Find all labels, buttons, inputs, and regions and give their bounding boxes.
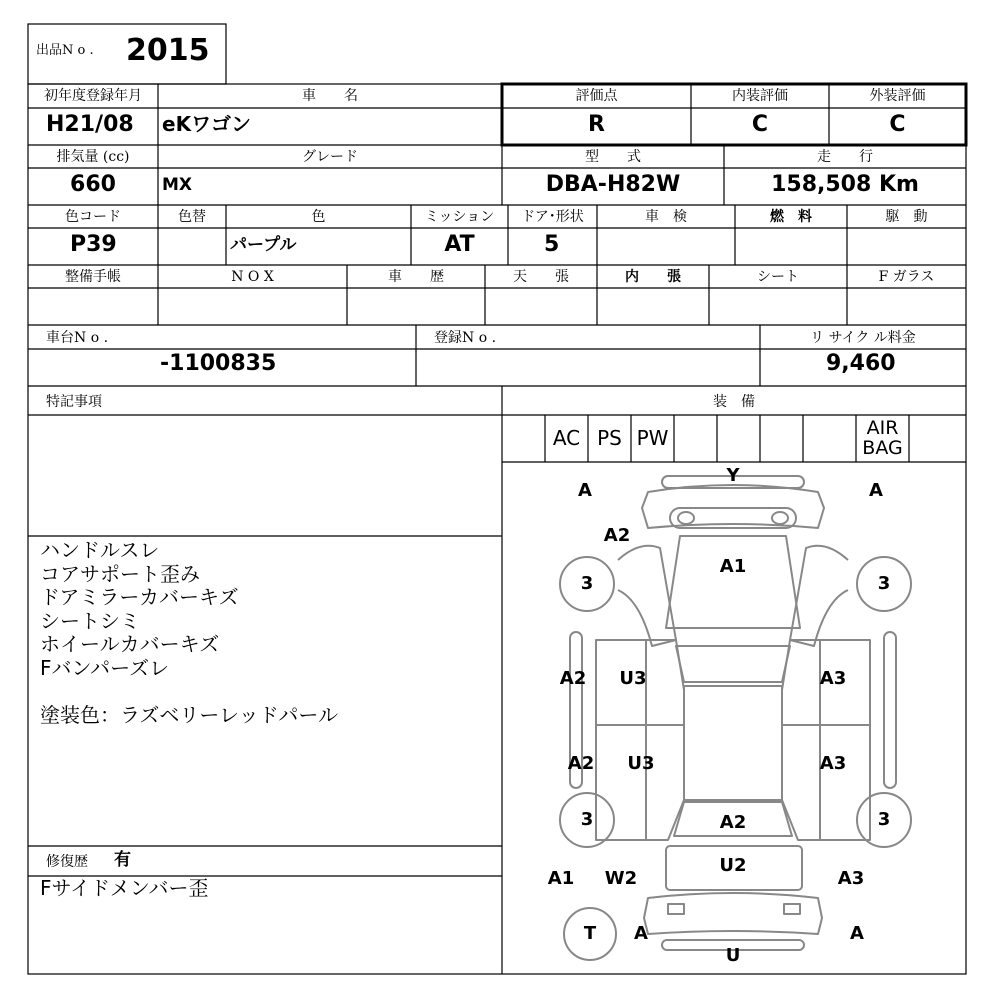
- first-reg-value: H21/08: [46, 112, 134, 137]
- mark-spare-tire: T: [583, 923, 597, 944]
- door-label: ドア･形状: [521, 209, 584, 225]
- note-line: Fバンパーズレ: [40, 655, 170, 680]
- mark-front-right-corner: A: [869, 480, 883, 501]
- grade-value: MX: [162, 175, 193, 195]
- displacement-value: 660: [70, 172, 116, 197]
- repair-value: 有: [114, 850, 131, 870]
- mark-right-front-door: A3: [819, 668, 847, 689]
- equipment-ac: AC: [552, 426, 581, 450]
- interior-trim-label: 内 張: [625, 269, 681, 285]
- seat-label: シート: [757, 269, 799, 285]
- mark-left-rear-quarter: A1: [547, 868, 575, 889]
- reg-no-label: 登録N o .: [434, 330, 497, 346]
- history-label: 車 歴: [388, 269, 444, 285]
- mark-right-rear-quarter: A3: [837, 868, 865, 889]
- mission-value: AT: [444, 232, 475, 257]
- fglass-label: F ガラス: [878, 269, 935, 285]
- lot-label: 出品N o .: [36, 43, 94, 58]
- exterior-value: C: [889, 112, 906, 137]
- fuel-label: 燃 料: [770, 209, 812, 225]
- note-line: コアサポート歪み: [40, 561, 200, 586]
- nox-label: N O X: [231, 269, 274, 285]
- displacement-label: 排気量 (cc): [56, 149, 130, 165]
- mark-front-left-corner: A: [578, 480, 592, 501]
- note-line: シートシミ: [40, 608, 140, 633]
- score-label: 評価点: [575, 88, 618, 104]
- mark-rear-right-wheel: 3: [877, 809, 891, 830]
- equipment-pw: PW: [636, 426, 669, 450]
- equipment-label: 装 備: [713, 394, 755, 410]
- note-line: 塗装色：ラズベリーレッドパール: [40, 702, 338, 727]
- lot-number: 2015: [126, 33, 210, 68]
- mileage-value: 158,508 Km: [771, 172, 919, 197]
- interior-value: C: [751, 112, 769, 137]
- mark-left-front-door-lower: U3: [619, 668, 647, 689]
- door-value: 5: [544, 232, 560, 257]
- chassis-label: 車台N o .: [46, 330, 109, 346]
- car-name-value: eKワゴン: [162, 112, 252, 136]
- color-code-value: P39: [70, 232, 117, 257]
- exterior-label: 外装評価: [869, 88, 926, 104]
- color-value: パープル: [230, 235, 297, 255]
- mark-back-door: U2: [719, 855, 747, 876]
- mark-left-rear-door: A2: [567, 753, 595, 774]
- notes-list: [40, 540, 338, 728]
- mark-rear-bottom: U: [725, 945, 741, 966]
- drive-label: 駆 動: [885, 209, 928, 225]
- mark-rear-left-corner: A: [634, 923, 648, 944]
- model-value: DBA-H82W: [545, 172, 681, 197]
- chassis-value: -1100835: [160, 351, 277, 376]
- score-value: R: [588, 112, 605, 137]
- mark-left-rear-quarter-2: W2: [604, 868, 638, 889]
- maintenance-label: 整備手帳: [65, 269, 121, 285]
- mark-left-rear-door-lower: U3: [627, 753, 655, 774]
- note-line: [40, 681, 338, 705]
- note-line: ハンドルスレ: [40, 538, 160, 562]
- notes-label: 特記事項: [46, 394, 102, 410]
- grade-label: グレード: [302, 149, 358, 165]
- roof-label: 天 張: [513, 269, 569, 285]
- recycle-value: 9,460: [826, 351, 896, 376]
- interior-label: 内装評価: [732, 88, 788, 104]
- note-line: ドアミラーカバーキズ: [40, 585, 239, 609]
- equipment-ps: PS: [597, 426, 622, 450]
- mark-front-right-wheel: 3: [877, 573, 891, 594]
- mark-left-front-door: A2: [559, 668, 587, 689]
- color-code-label: 色コード: [65, 209, 121, 225]
- mark-rear-right-corner: A: [850, 923, 864, 944]
- repair-label: 修復歴: [46, 854, 88, 870]
- repair-line: Fサイドメンバー歪: [40, 876, 209, 900]
- first-reg-label: 初年度登録年月: [44, 88, 142, 104]
- recycle-label: リ サイク ル料金: [810, 330, 916, 346]
- repaint-label: 色替: [178, 209, 206, 225]
- mark-right-rear-door: A3: [819, 753, 847, 774]
- mark-front-left-fender: A2: [603, 525, 631, 546]
- mark-front-left-wheel: 3: [580, 573, 594, 594]
- mark-rear-glass: A2: [719, 812, 747, 833]
- mark-hood: A1: [719, 556, 747, 577]
- note-line: ホイールカバーキズ: [40, 632, 220, 656]
- mark-rear-left-wheel: 3: [580, 809, 594, 830]
- mileage-label: 走 行: [817, 149, 873, 165]
- mark-front-top: Y: [726, 465, 740, 486]
- car-name-label: 車 名: [302, 88, 358, 104]
- equipment-airbag: AIR BAG: [862, 417, 903, 459]
- mission-label: ミッション: [424, 209, 495, 225]
- color-label: 色: [311, 209, 326, 225]
- model-label: 型 式: [585, 149, 641, 165]
- inspection-label: 車 検: [645, 209, 687, 225]
